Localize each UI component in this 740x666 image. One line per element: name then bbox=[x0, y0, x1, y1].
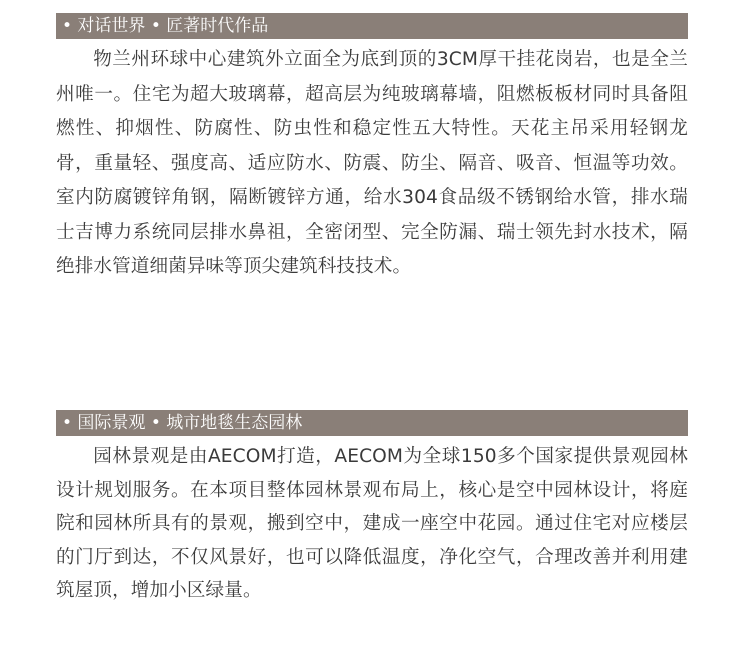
section-header: • 国际景观 • 城市地毯生态园林 bbox=[56, 410, 688, 436]
section-body: 园林景观是由AECOM打造，AECOM为全球150多个国家提供景观园林设计规划服务。在本项目整体园林景观布局上，核心是空中园林设计，将庭院和园林所具有的景观，搬到空中，建成一座空中花园。通过住宅对应楼层的门厅到达，不仅风景好，也可以降低温度，净化空气，合理改善并利用建筑屋顶，增加小区绿量。 bbox=[56, 446, 688, 601]
section-body: 物兰州环球中心建筑外立面全为底到顶的3CM厚干挂花岗岩，也是全兰州唯一。住宅为超大玻璃幕，超高层为纯玻璃幕墙，阻燃板板材同时具备阻燃性、抑烟性、防腐性、防虫性和稳定性五大特性。天花主吊采用轻钢龙骨，重量轻、强度高、适应防水、防震、防尘、隔音、吸音、恒温等功效。室内防腐镀锌角钢，隔断镀锌方通，给水304食品级不锈钢给水管，排水瑞士吉博力系统同层排水鼻祖，全密闭型、完全防漏、瑞士领先封水技术，隔绝排水管道细菌异味等顶尖建筑科技技术。 bbox=[56, 49, 688, 277]
section-landscape bbox=[56, 410, 688, 608]
section-header: • 对话世界 • 匠著时代作品 bbox=[56, 13, 688, 39]
section-architecture bbox=[56, 13, 688, 285]
